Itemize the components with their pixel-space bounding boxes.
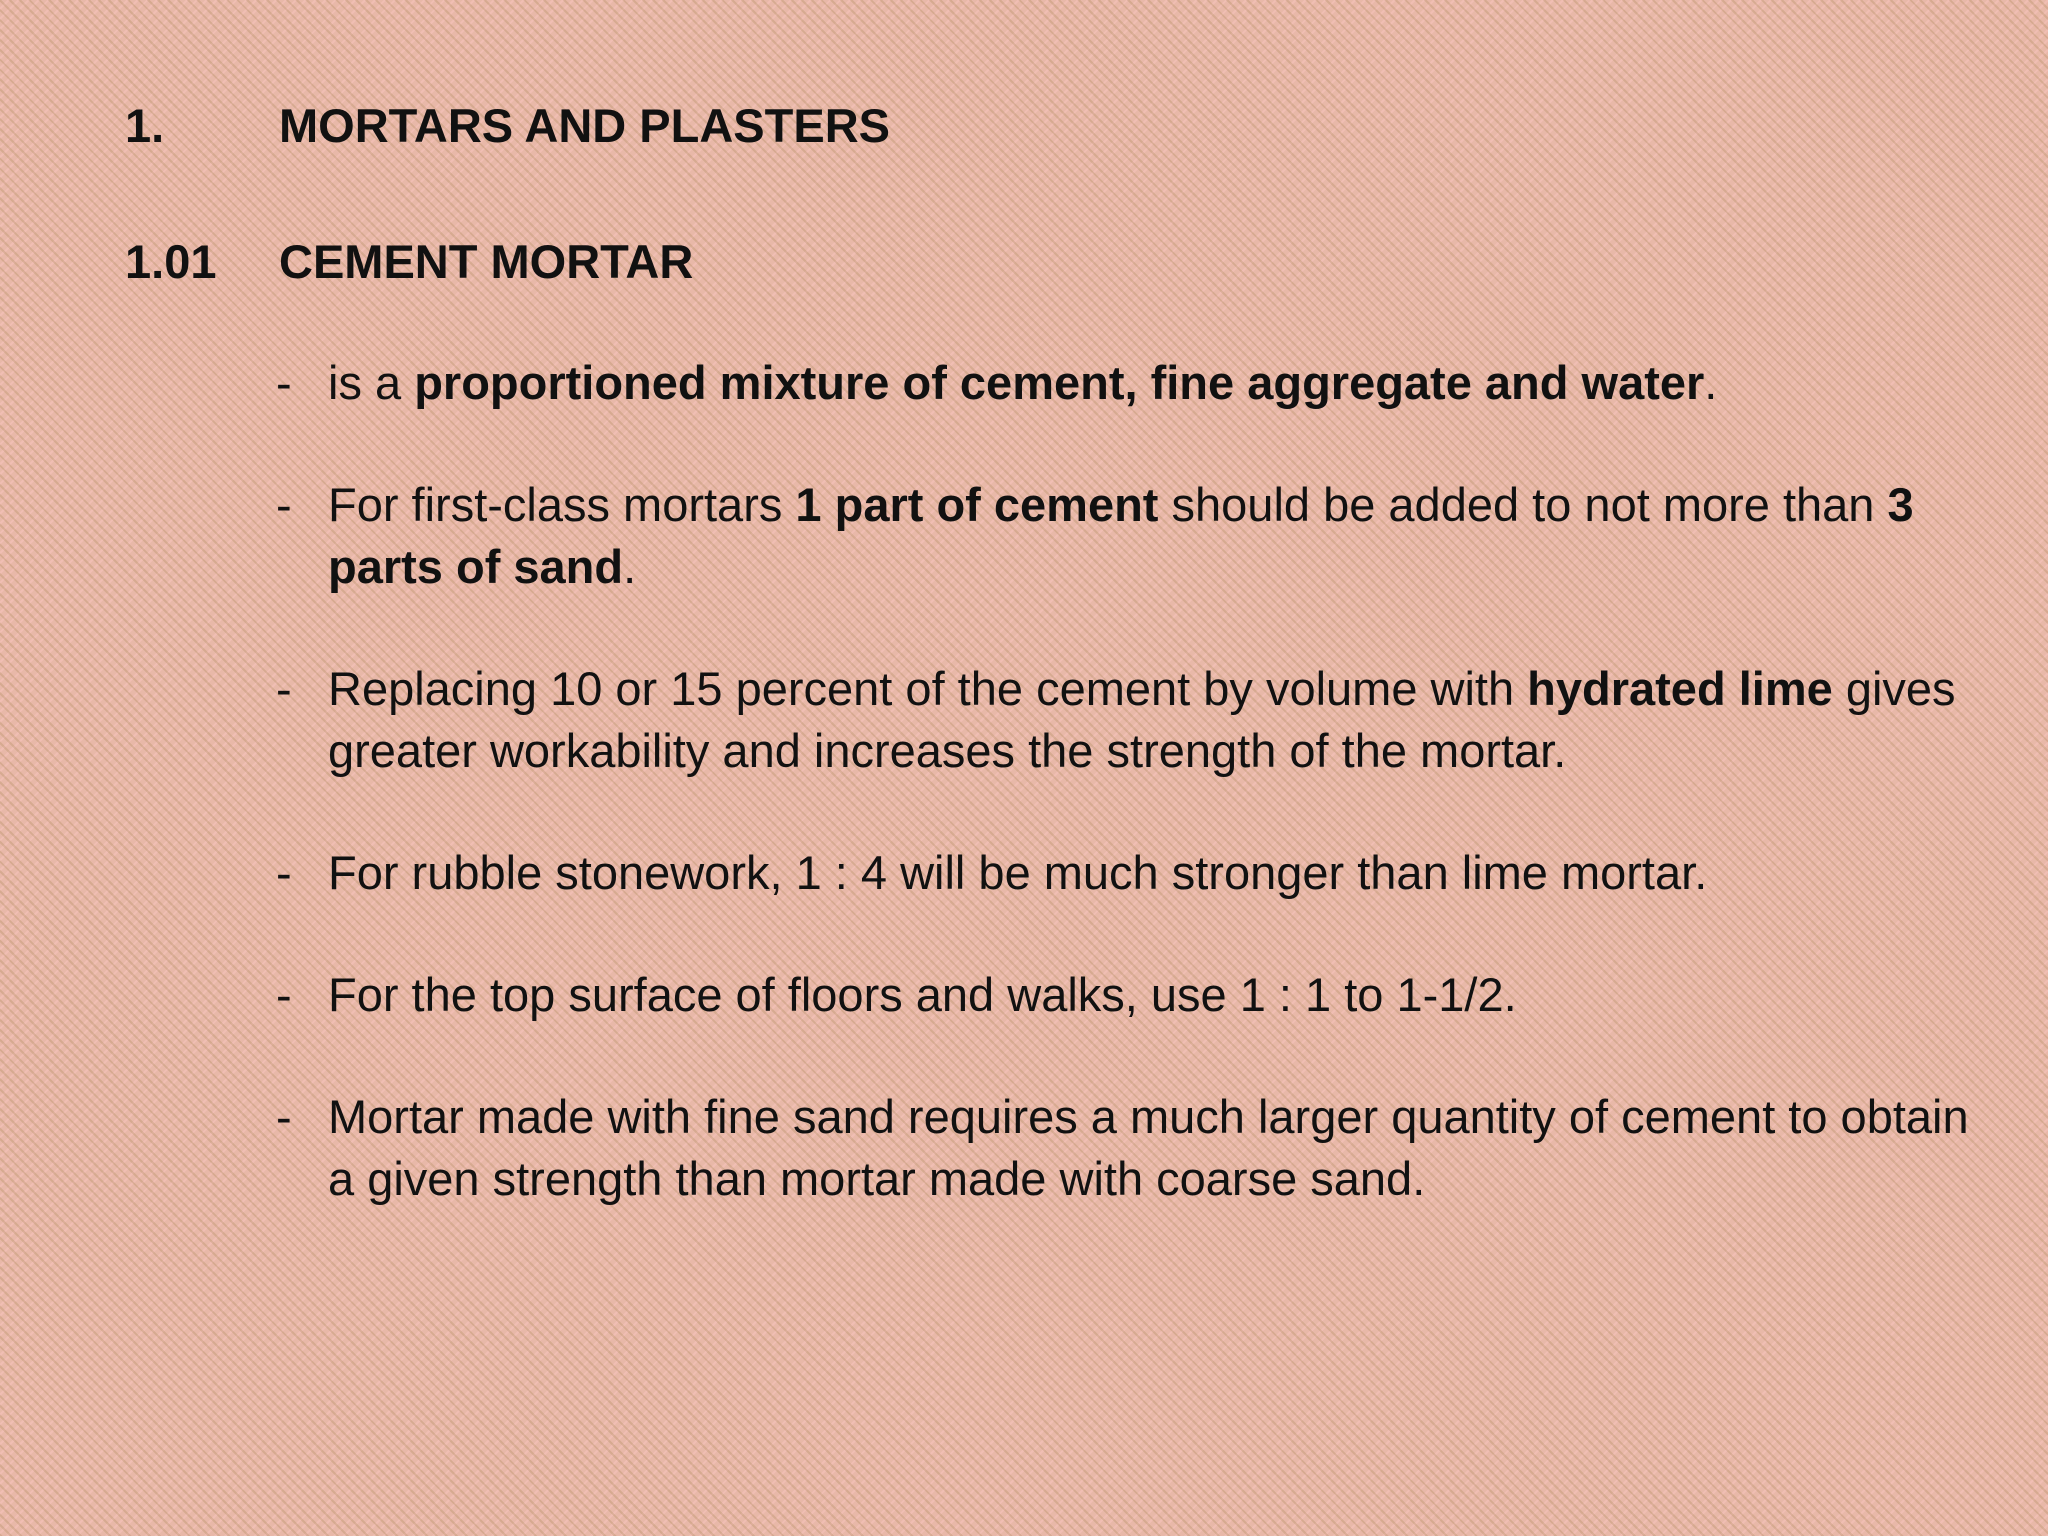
bullet-text: For the top surface of floors and walks, use 1 : 1 to 1-1/2. [328,968,1517,1021]
section-heading [125,98,890,154]
subsection-heading [125,234,693,290]
subsection-number: 1.01 [125,235,217,288]
bullet-dash: - [276,968,292,1021]
bullet-text: . [623,540,637,593]
bullet-item [276,842,1976,904]
bullet-text: For rubble stonework, 1 : 4 will be much stronger than lime mortar. [328,846,1708,899]
section-title: MORTARS AND PLASTERS [279,99,890,152]
bullet-bold-text: 3 parts of sand [328,478,1914,593]
subsection-title: CEMENT MORTAR [279,235,694,288]
bullet-text: gives greater workability and increases the strength of the mortar. [328,662,1956,777]
bullet-dash: - [276,662,292,715]
bullet-dash: - [276,1090,292,1143]
bullet-item [276,474,1976,598]
bullet-text: is a [328,356,415,409]
bullet-dash: - [276,356,292,409]
bullet-item [276,352,1976,414]
bullet-text: should be added to not more than [1158,478,1888,531]
bullet-bold-text: hydrated lime [1527,662,1833,715]
bullet-text: Replacing 10 or 15 percent of the cement by volume with [328,662,1528,715]
section-number: 1. [125,99,165,152]
bullet-text: Mortar made with fine sand requires a much larger quantity of cement to obtain a given strength than mortar made with coarse sand. [328,1090,1969,1205]
bullet-bold-text: proportioned mixture of cement, fine aggregate and water [414,356,1705,409]
bullet-item [276,658,1976,782]
bullet-dash: - [276,478,292,531]
bullet-dash: - [276,846,292,899]
bullet-item [276,1086,1976,1210]
bullet-item [276,964,1976,1026]
bullet-text: For first-class mortars [328,478,796,531]
bullet-text: . [1704,356,1718,409]
bullet-bold-text: 1 part of cement [795,478,1159,531]
bullet-list [276,352,1976,1270]
